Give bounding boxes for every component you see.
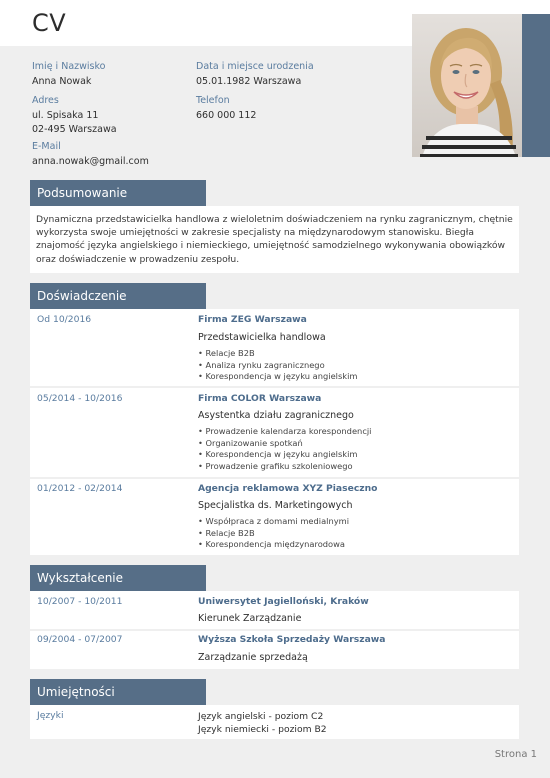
- page-number: Strona 1: [494, 749, 537, 760]
- experience-date: 01/2012 - 02/2014: [37, 483, 123, 494]
- education-date: 09/2004 - 07/2007: [37, 634, 123, 645]
- email-value: anna.nowak@gmail.com: [32, 156, 149, 167]
- experience-duties: [198, 348, 358, 383]
- info-birth: [196, 60, 314, 88]
- info-address: [32, 94, 117, 136]
- birth-value: 05.01.1982 Warszawa: [196, 76, 302, 87]
- section-experience-header: Doświadczenie: [30, 283, 206, 309]
- birth-label: Data i miejsce urodzenia: [196, 61, 314, 72]
- experience-duties: [198, 516, 349, 551]
- skills-card: [30, 705, 519, 739]
- experience-company: Firma ZEG Warszawa: [198, 314, 307, 325]
- experience-entry: [30, 388, 519, 477]
- email-label: E-Mail: [32, 141, 61, 152]
- summary-card: [30, 206, 519, 273]
- experience-duties: [198, 426, 372, 473]
- duty-item: • Prowadzenie kalendarza korespondencji: [198, 426, 372, 438]
- experience-entry: [30, 479, 519, 555]
- experience-company: Agencja reklamowa XYZ Piaseczno: [198, 483, 378, 494]
- info-phone: [196, 94, 256, 122]
- profile-photo: [412, 14, 522, 157]
- photo-accent-bar: [520, 14, 550, 157]
- info-email: [32, 140, 149, 168]
- education-entry: [30, 591, 519, 629]
- skills-label: Języki: [37, 710, 64, 721]
- address-label: Adres: [32, 95, 59, 106]
- section-summary-header: Podsumowanie: [30, 180, 206, 206]
- education-field: Kierunek Zarządzanie: [198, 613, 302, 624]
- duty-item: • Korespondencja w języku angielskim: [198, 371, 358, 383]
- skill-item: Język angielski - poziom C2: [198, 711, 324, 722]
- experience-role: Asystentka działu zagranicznego: [198, 410, 354, 421]
- experience-entry: [30, 309, 519, 386]
- skills-list: [198, 710, 327, 736]
- education-date: 10/2007 - 10/2011: [37, 596, 123, 607]
- phone-label: Telefon: [196, 95, 230, 106]
- duty-item: • Relacje B2B: [198, 348, 358, 360]
- duty-item: • Organizowanie spotkań: [198, 438, 372, 450]
- summary-text: Dynamiczna przedstawicielka handlowa z wieloletnim doświadczeniem na rynku zagranicznym, chętnie wykorzysta swoje umiejętności w zakresie specjalisty na międzynarodowym stanowisku. Biegła znajomość języka angielskiego i niemieckiego, umiejętność samodzielnego wykonywania obowiązków oraz doświadczenie w prowadzeniu zespołu.: [36, 214, 513, 265]
- duty-item: • Współpraca z domami medialnymi: [198, 516, 349, 528]
- duty-item: • Prowadzenie grafiku szkoleniowego: [198, 461, 372, 473]
- name-value: Anna Nowak: [32, 76, 92, 87]
- info-name: [32, 60, 105, 88]
- education-entry: [30, 631, 519, 669]
- duty-item: • Relacje B2B: [198, 528, 349, 540]
- phone-value: 660 000 112: [196, 110, 257, 121]
- section-education-header: Wykształcenie: [30, 565, 206, 591]
- name-label: Imię i Nazwisko: [32, 61, 106, 72]
- duty-item: • Korespondencja w języku angielskim: [198, 449, 372, 461]
- education-field: Zarządzanie sprzedażą: [198, 652, 308, 663]
- duty-item: • Korespondencja międzynarodowa: [198, 539, 349, 551]
- experience-role: Przedstawicielka handlowa: [198, 332, 326, 343]
- education-school: Uniwersytet Jagielloński, Kraków: [198, 596, 369, 607]
- experience-date: 05/2014 - 10/2016: [37, 393, 123, 404]
- section-skills-header: Umiejętności: [30, 679, 206, 705]
- address-line1: ul. Spisaka 11: [32, 110, 99, 121]
- address-line2: 02-495 Warszawa: [32, 124, 117, 135]
- skill-item: Język niemiecki - poziom B2: [198, 724, 327, 735]
- experience-date: Od 10/2016: [37, 314, 92, 325]
- page-title: CV: [32, 9, 67, 37]
- duty-item: • Analiza rynku zagranicznego: [198, 360, 358, 372]
- education-school: Wyższa Szkoła Sprzedaży Warszawa: [198, 634, 386, 645]
- experience-company: Firma COLOR Warszawa: [198, 393, 322, 404]
- experience-role: Specjalistka ds. Marketingowych: [198, 500, 353, 511]
